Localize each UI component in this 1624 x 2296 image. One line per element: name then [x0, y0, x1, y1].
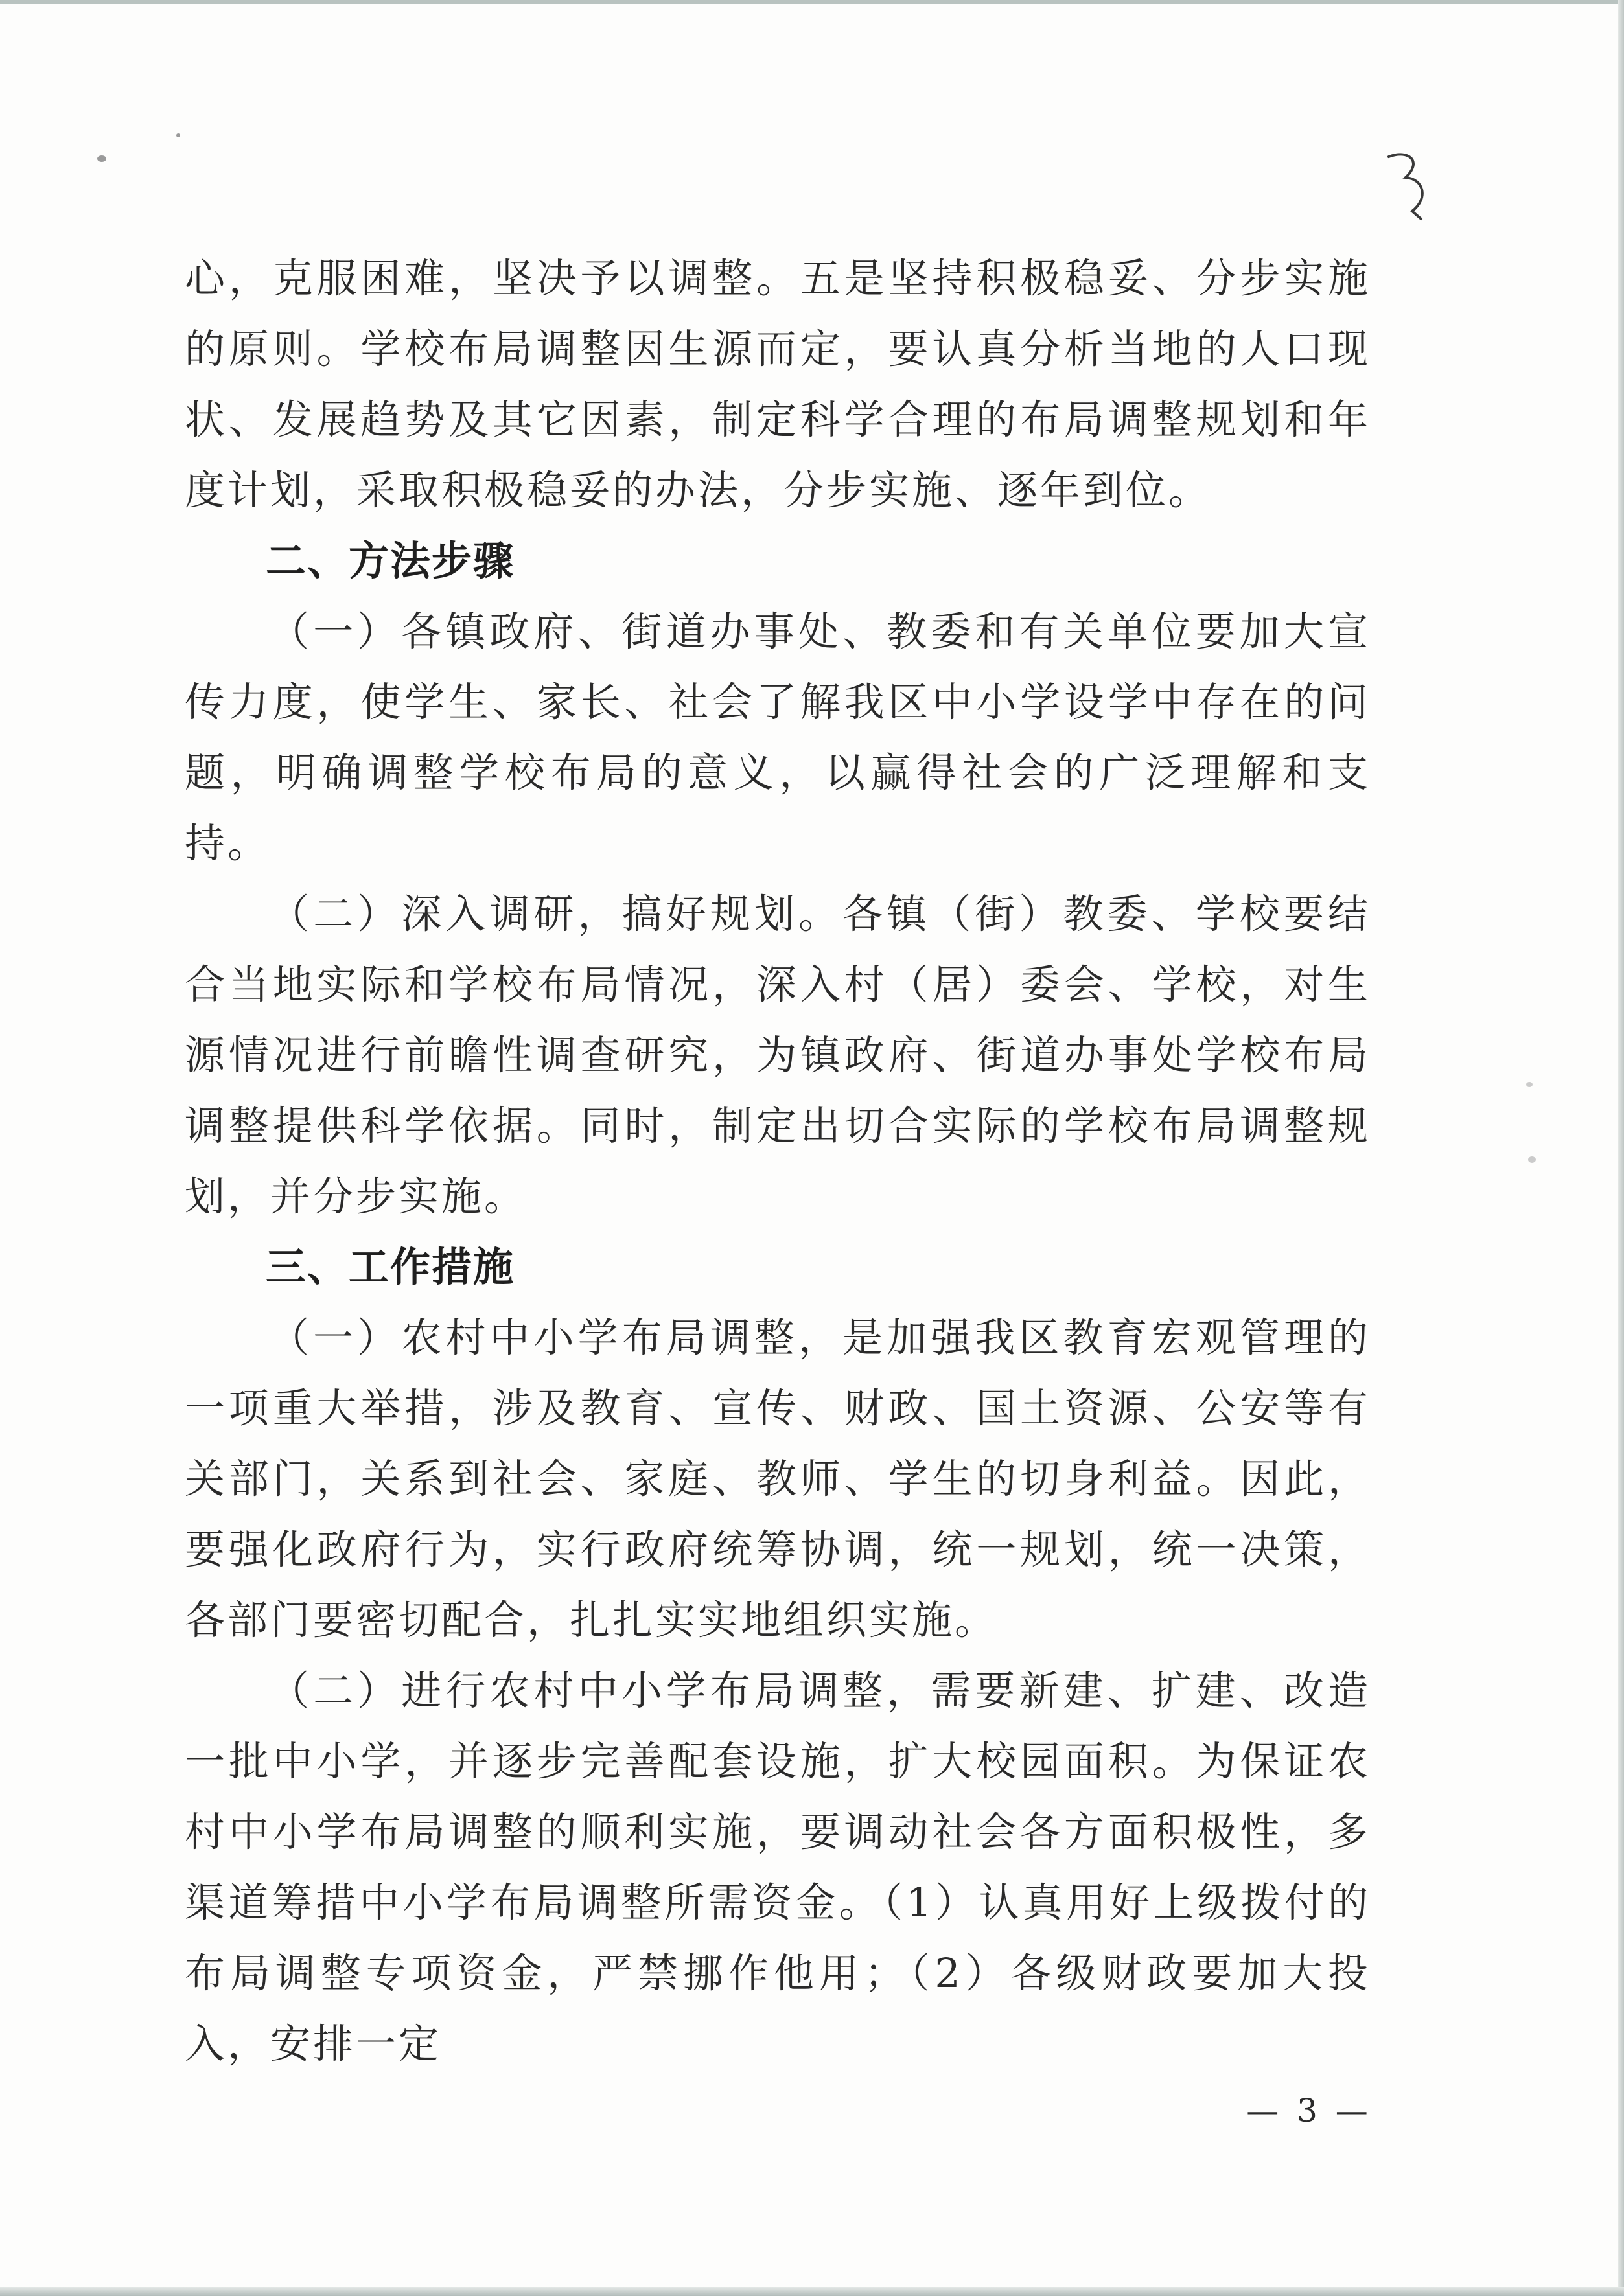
paragraph-measures-1: （一）农村中小学布局调整，是加强我区教育宏观管理的一项重大举措，涉及教育、宣传、财政、国土资源、公安等有关部门，关系到社会、家庭、教师、学生的切身利益。因此，要强化政府行为，实行政府统筹协调，统一规划，统一决策，各部门要密切配合，扎扎实实地组织实施。	[185, 1314, 1371, 1644]
paragraph-methods-2: （二）深入调研，搞好规划。各镇（街）教委、学校要结合当地实际和学校布局情况，深入村（居）委会、学校，对生源情况进行前瞻性调查研究，为镇政府、街道办事处学校布局调整提供科学依据。同时，制定出切合实际的学校布局调整规划，并分步实施。	[185, 890, 1371, 1220]
paragraph-continuation: 心，克服困难，坚决予以调整。五是坚持积极稳妥、分步实施的原则。学校布局调整因生源而定，要认真分析当地的人口现状、发展趋势及其它因素，制定科学合理的布局调整规划和年度计划，采取积极稳妥的办法，分步实施、逐年到位。	[185, 255, 1371, 514]
handwritten-page-mark	[1384, 148, 1435, 225]
section-heading-methods: 二、方法步骤	[266, 537, 515, 584]
scan-speck	[1528, 1156, 1536, 1163]
page-number: — 3 —	[1246, 2092, 1372, 2130]
scan-speck	[176, 133, 180, 137]
section-heading-measures: 三、工作措施	[266, 1243, 515, 1291]
scan-speck	[1526, 1082, 1533, 1087]
scan-edge-right	[1618, 0, 1624, 2296]
scan-edge-top	[0, 0, 1624, 4]
document-body	[185, 243, 1371, 2079]
paragraph-methods-1: （一）各镇政府、街道办事处、教委和有关单位要加大宣传力度，使学生、家长、社会了解我区中小学设学中存在的问题，明确调整学校布局的意义，以赢得社会的广泛理解和支持。	[185, 608, 1371, 867]
scan-speck	[97, 155, 106, 162]
paragraph-measures-2: （二）进行农村中小学布局调整，需要新建、扩建、改造一批中小学，并逐步完善配套设施，扩大校园面积。为保证农村中小学布局调整的顺利实施，要调动社会各方面积极性，多渠道筹措中小学布局调整所需资金。（1）认真用好上级拨付的布局调整专项资金，严禁挪作他用；（2）各级财政要加大投入，安排一定	[185, 1667, 1371, 2067]
scan-edge-bottom	[0, 2287, 1624, 2296]
